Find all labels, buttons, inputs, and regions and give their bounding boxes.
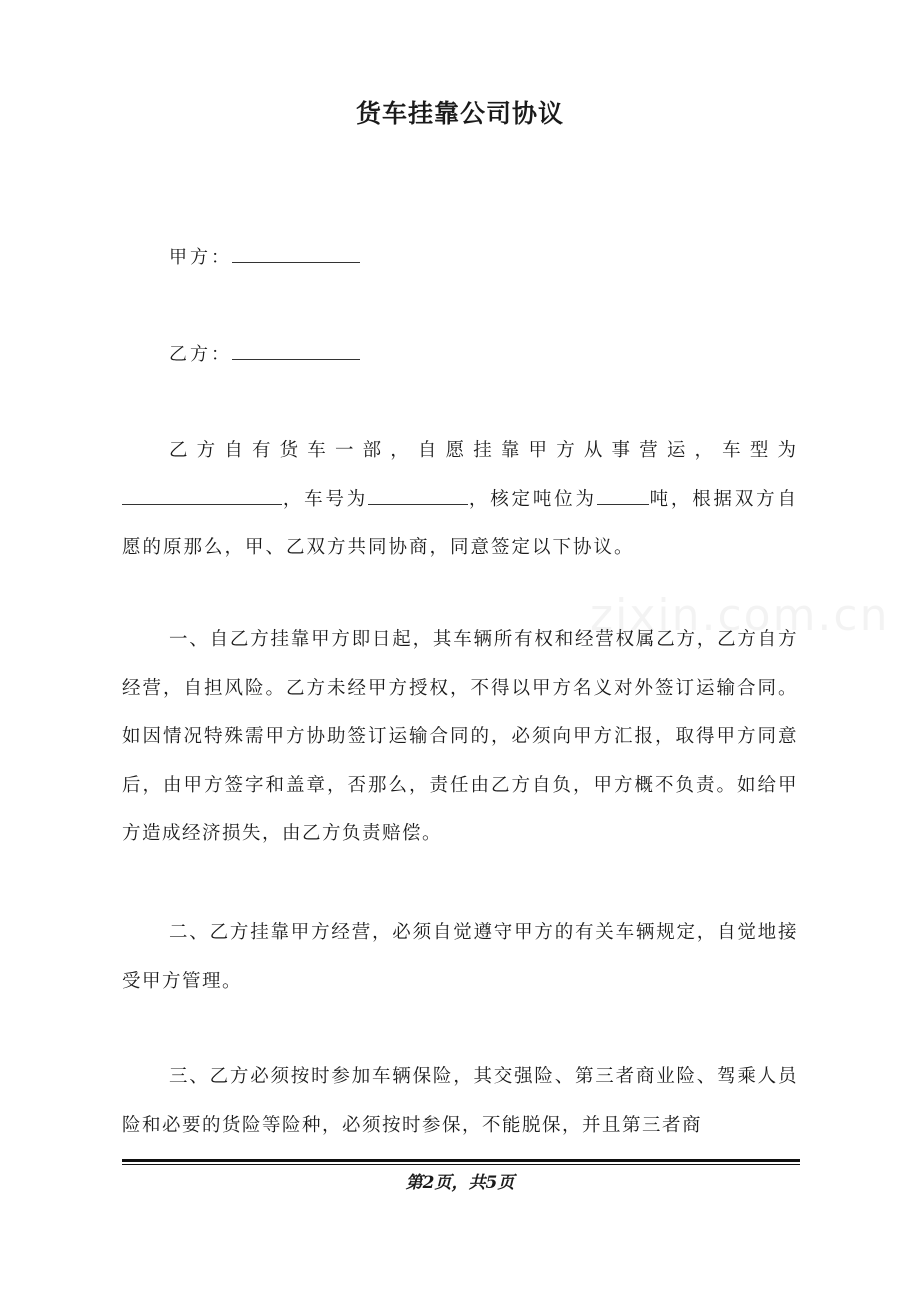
clause-3-paragraph: 三、乙方必须按时参加车辆保险，其交强险、第三者商业险、驾乘人员险和必要的货险等险种，必须按时参保，不能脱保，并且第三者商 xyxy=(122,1066,798,1136)
party-b-blank[interactable] xyxy=(232,341,360,360)
party-b-label: 乙方： xyxy=(169,344,232,365)
footer-divider xyxy=(122,1159,800,1166)
vehicle-type-blank[interactable] xyxy=(122,490,282,505)
plate-number-blank[interactable] xyxy=(368,490,468,505)
clause-1-paragraph: 一、自乙方挂靠甲方即日起，其车辆所有权和经营权属乙方，乙方自方经营，自担风险。乙方未经甲方授权，不得以甲方名义对外签订运输合同。如因情况特殊需甲方协助签订运输合同的，必须向甲方汇报，取得甲方同意后，由甲方签字和盖章，否那么，责任由乙方自负，甲方概不负责。如给甲方造成经济损失，由乙方负责赔偿。 xyxy=(122,629,798,844)
tonnage-blank[interactable] xyxy=(597,490,649,505)
document-title: 货车挂靠公司协议 xyxy=(355,99,564,128)
intro-paragraph: 乙方自有货车一部，自愿挂靠甲方从事营运，车型为，车号为 ，核定吨位为 吨，根据双方自愿的原那么，甲、乙双方共同协商，同意签定以下协议。 xyxy=(122,440,798,558)
party-a-line xyxy=(169,243,360,269)
page-number: 第2页，共5页 xyxy=(405,1173,515,1193)
party-a-label: 甲方： xyxy=(169,247,232,268)
party-a-blank[interactable] xyxy=(232,244,360,263)
clause-2-paragraph: 二、乙方挂靠甲方经营，必须自觉遵守甲方的有关车辆规定，自觉地接受甲方管理。 xyxy=(122,922,798,992)
party-b-line xyxy=(169,340,360,366)
